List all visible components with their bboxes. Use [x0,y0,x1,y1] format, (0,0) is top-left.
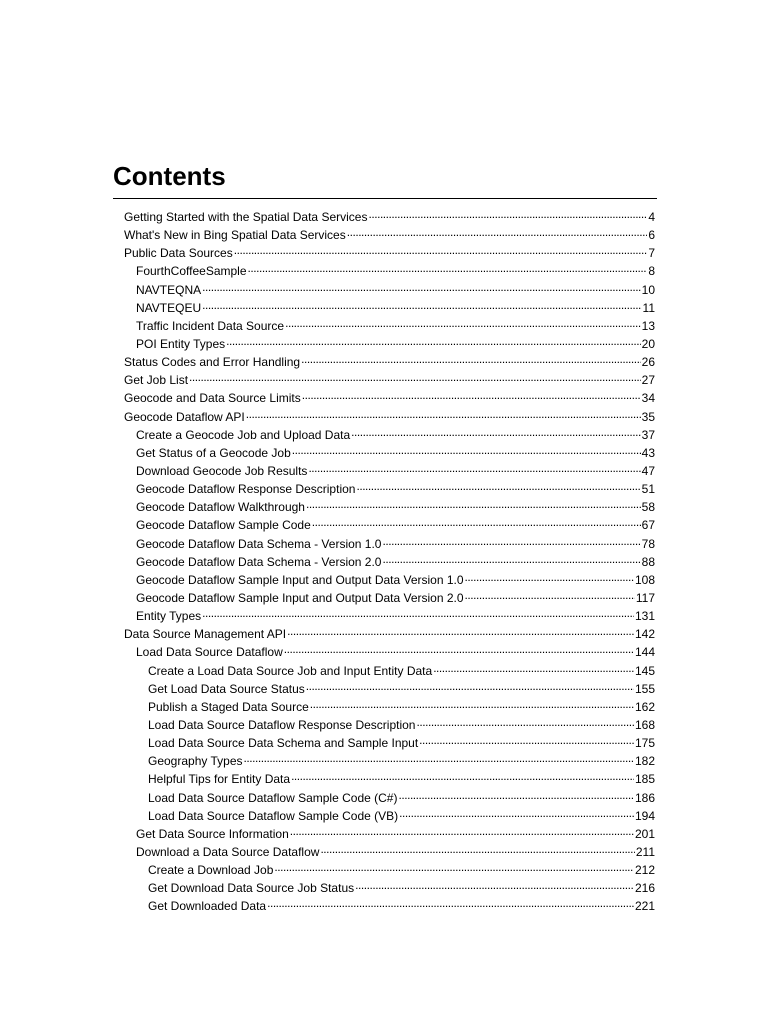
toc-entry-page-number: 201 [634,826,655,841]
toc-entry[interactable] [124,535,655,553]
toc-dot-leader [202,608,634,620]
toc-entry-page-number: 175 [634,736,655,751]
toc-entry[interactable] [124,262,655,280]
toc-entry-page-number: 88 [641,554,655,569]
toc-entry[interactable] [124,643,655,661]
toc-dot-leader [306,681,634,693]
toc-entry[interactable] [124,244,655,262]
toc-dot-leader [267,898,634,910]
contents-heading: Contents [113,161,226,191]
toc-entry[interactable] [124,662,655,680]
toc-entry-page-number: 51 [641,482,655,497]
table-of-contents [124,208,655,915]
toc-dot-leader [302,390,641,402]
toc-dot-leader [356,481,640,493]
toc-entry-title: Geocode Dataflow Walkthrough [136,500,305,515]
toc-entry-title: Entity Types [136,609,202,624]
toc-entry-page-number: 108 [634,572,655,587]
toc-dot-leader [234,245,648,257]
toc-dot-leader [285,318,641,330]
toc-entry-title: Geocode Dataflow Data Schema - Version 2.0 [136,554,382,569]
toc-entry-title: Load Data Source Dataflow Sample Code (C#) [148,790,398,805]
toc-entry-title: Get Job List [124,373,189,388]
toc-entry[interactable] [124,299,655,317]
toc-entry-title: Status Codes and Error Handling [124,355,301,370]
toc-entry[interactable] [124,516,655,534]
toc-entry[interactable] [124,281,655,299]
toc-entry[interactable] [124,625,655,643]
toc-entry-title: Create a Load Data Source Job and Input Entity Data [148,663,433,678]
toc-dot-leader [351,427,640,439]
toc-entry-title: Public Data Sources [124,246,233,261]
toc-entry-title: Create a Geocode Job and Upload Data [136,427,351,442]
toc-entry-title: Getting Started with the Spatial Data Services [124,210,368,224]
toc-entry-title: Data Source Management API [124,627,287,642]
toc-entry-title: Load Data Source Data Schema and Sample Input [148,736,419,751]
toc-entry-title: FourthCoffeeSample [136,264,247,279]
toc-entry[interactable] [124,444,655,462]
toc-dot-leader [287,626,634,638]
toc-entry-page-number: 216 [634,881,655,896]
toc-dot-leader [308,463,640,475]
toc-entry-page-number: 67 [641,518,655,533]
toc-entry-page-number: 6 [648,228,655,243]
toc-entry-title: Load Data Source Dataflow Response Description [148,717,416,732]
toc-dot-leader [382,536,640,548]
toc-entry[interactable] [124,861,655,879]
toc-entry-title: Get Download Data Source Job Status [148,881,355,896]
toc-entry-page-number: 211 [635,844,655,859]
toc-dot-leader [416,717,633,729]
toc-entry-title: Load Data Source Dataflow [136,645,283,660]
toc-entry-title: Geocode Dataflow API [124,409,245,424]
toc-entry-title: Get Load Data Source Status [148,681,305,696]
toc-entry-page-number: 142 [634,627,655,642]
toc-entry-title: NAVTEQNA [136,282,202,297]
toc-dot-leader [244,753,634,765]
toc-entry[interactable] [124,480,655,498]
toc-entry-page-number: 221 [634,899,655,914]
toc-entry[interactable] [124,226,655,244]
toc-entry-title: NAVTEQEU [136,300,202,315]
toc-dot-leader [465,590,635,602]
toc-entry-page-number: 10 [641,282,655,297]
toc-dot-leader [291,771,634,783]
toc-entry-page-number: 58 [641,500,655,515]
toc-entry-title: Get Data Source Information [136,826,289,841]
toc-dot-leader [202,300,641,312]
toc-entry-title: Geocode Dataflow Response Description [136,482,356,497]
toc-entry[interactable] [124,770,655,788]
toc-dot-leader [347,227,648,239]
heading-rule [113,198,657,199]
toc-entry-page-number: 43 [641,445,655,460]
toc-entry[interactable] [124,698,655,716]
toc-dot-leader [310,699,634,711]
toc-entry[interactable] [124,825,655,843]
toc-entry-title: Download a Data Source Dataflow [136,844,320,859]
toc-entry-page-number: 27 [641,373,655,388]
toc-entry[interactable] [124,807,655,825]
toc-entry-title: Get Downloaded Data [148,899,267,914]
toc-entry-page-number: 47 [641,463,655,478]
toc-dot-leader [226,336,640,348]
toc-entry-page-number: 145 [634,663,655,678]
toc-entry[interactable] [124,353,655,371]
toc-dot-leader [320,844,634,856]
toc-dot-leader [398,790,634,802]
toc-entry[interactable] [124,879,655,897]
toc-dot-leader [465,572,634,584]
toc-dot-leader [202,282,641,294]
toc-entry-title: Geocode Dataflow Sample Input and Output Data Version 2.0 [136,590,464,605]
toc-entry[interactable] [124,335,655,353]
toc-dot-leader [382,554,640,566]
toc-entry-page-number: 4 [648,210,655,224]
toc-entry-page-number: 7 [648,246,655,261]
toc-entry[interactable] [124,408,655,426]
toc-entry-page-number: 13 [641,318,655,333]
toc-entry-page-number: 11 [642,300,655,315]
toc-entry-title: Download Geocode Job Results [136,463,308,478]
toc-dot-leader [246,409,641,421]
toc-entry-page-number: 185 [634,772,655,787]
toc-dot-leader [419,735,634,747]
toc-entry-title: Geography Types [148,754,243,769]
toc-entry[interactable] [124,789,655,807]
toc-entry[interactable] [124,589,655,607]
toc-dot-leader [355,880,634,892]
toc-entry[interactable] [124,716,655,734]
toc-entry[interactable] [124,734,655,752]
toc-entry[interactable] [124,553,655,571]
toc-entry-page-number: 34 [641,391,655,406]
toc-entry[interactable] [124,571,655,589]
toc-entry[interactable] [124,426,655,444]
toc-entry-page-number: 37 [641,427,655,442]
toc-entry-title: POI Entity Types [136,336,226,351]
toc-entry[interactable] [124,843,655,861]
toc-entry-title: Create a Download Job [148,863,274,878]
toc-entry-title: Load Data Source Dataflow Sample Code (VB) [148,808,399,823]
toc-dot-leader [284,644,634,656]
toc-dot-leader [292,445,641,457]
toc-entry-page-number: 26 [641,355,655,370]
toc-entry[interactable] [124,462,655,480]
toc-dot-leader [433,663,634,675]
toc-entry-page-number: 194 [634,808,655,823]
toc-entry-page-number: 155 [634,681,655,696]
toc-entry-page-number: 162 [634,699,655,714]
toc-entry-title: Geocode Dataflow Sample Input and Output Data Version 1.0 [136,572,464,587]
toc-entry[interactable] [124,897,655,915]
toc-entry-page-number: 20 [641,336,655,351]
toc-dot-leader [290,826,634,838]
toc-entry-page-number: 168 [634,717,655,732]
toc-entry-title: Get Status of a Geocode Job [136,445,291,460]
toc-dot-leader [189,372,641,384]
toc-entry-title: What's New in Bing Spatial Data Services [124,228,346,243]
toc-entry[interactable] [124,371,655,389]
toc-entry-title: Geocode Dataflow Sample Code [136,518,311,533]
toc-dot-leader [368,209,647,221]
toc-entry[interactable] [124,389,655,407]
toc-dot-leader [399,808,634,820]
toc-entry-page-number: 144 [634,645,655,660]
toc-entry[interactable] [124,498,655,516]
toc-entry-page-number: 35 [641,409,655,424]
toc-entry[interactable] [124,607,655,625]
toc-entry-page-number: 8 [648,264,655,279]
toc-dot-leader [306,499,641,511]
toc-entry-title: Traffic Incident Data Source [136,318,285,333]
toc-entry-title: Geocode Dataflow Data Schema - Version 1.0 [136,536,382,551]
toc-entry-page-number: 182 [634,754,655,769]
toc-entry[interactable] [124,752,655,770]
toc-entry-page-number: 78 [641,536,655,551]
toc-entry[interactable] [124,680,655,698]
toc-entry-title: Publish a Staged Data Source [148,699,309,714]
toc-dot-leader [312,517,641,529]
toc-entry[interactable] [124,317,655,335]
toc-entry-page-number: 186 [634,790,655,805]
toc-entry[interactable] [124,208,655,226]
toc-dot-leader [301,354,641,366]
toc-entry-page-number: 212 [634,863,655,878]
toc-entry-page-number: 117 [635,590,655,605]
toc-entry-title: Geocode and Data Source Limits [124,391,301,406]
toc-entry-title: Helpful Tips for Entity Data [148,772,291,787]
toc-dot-leader [248,263,648,275]
toc-dot-leader [274,862,634,874]
toc-entry-page-number: 131 [634,609,655,624]
